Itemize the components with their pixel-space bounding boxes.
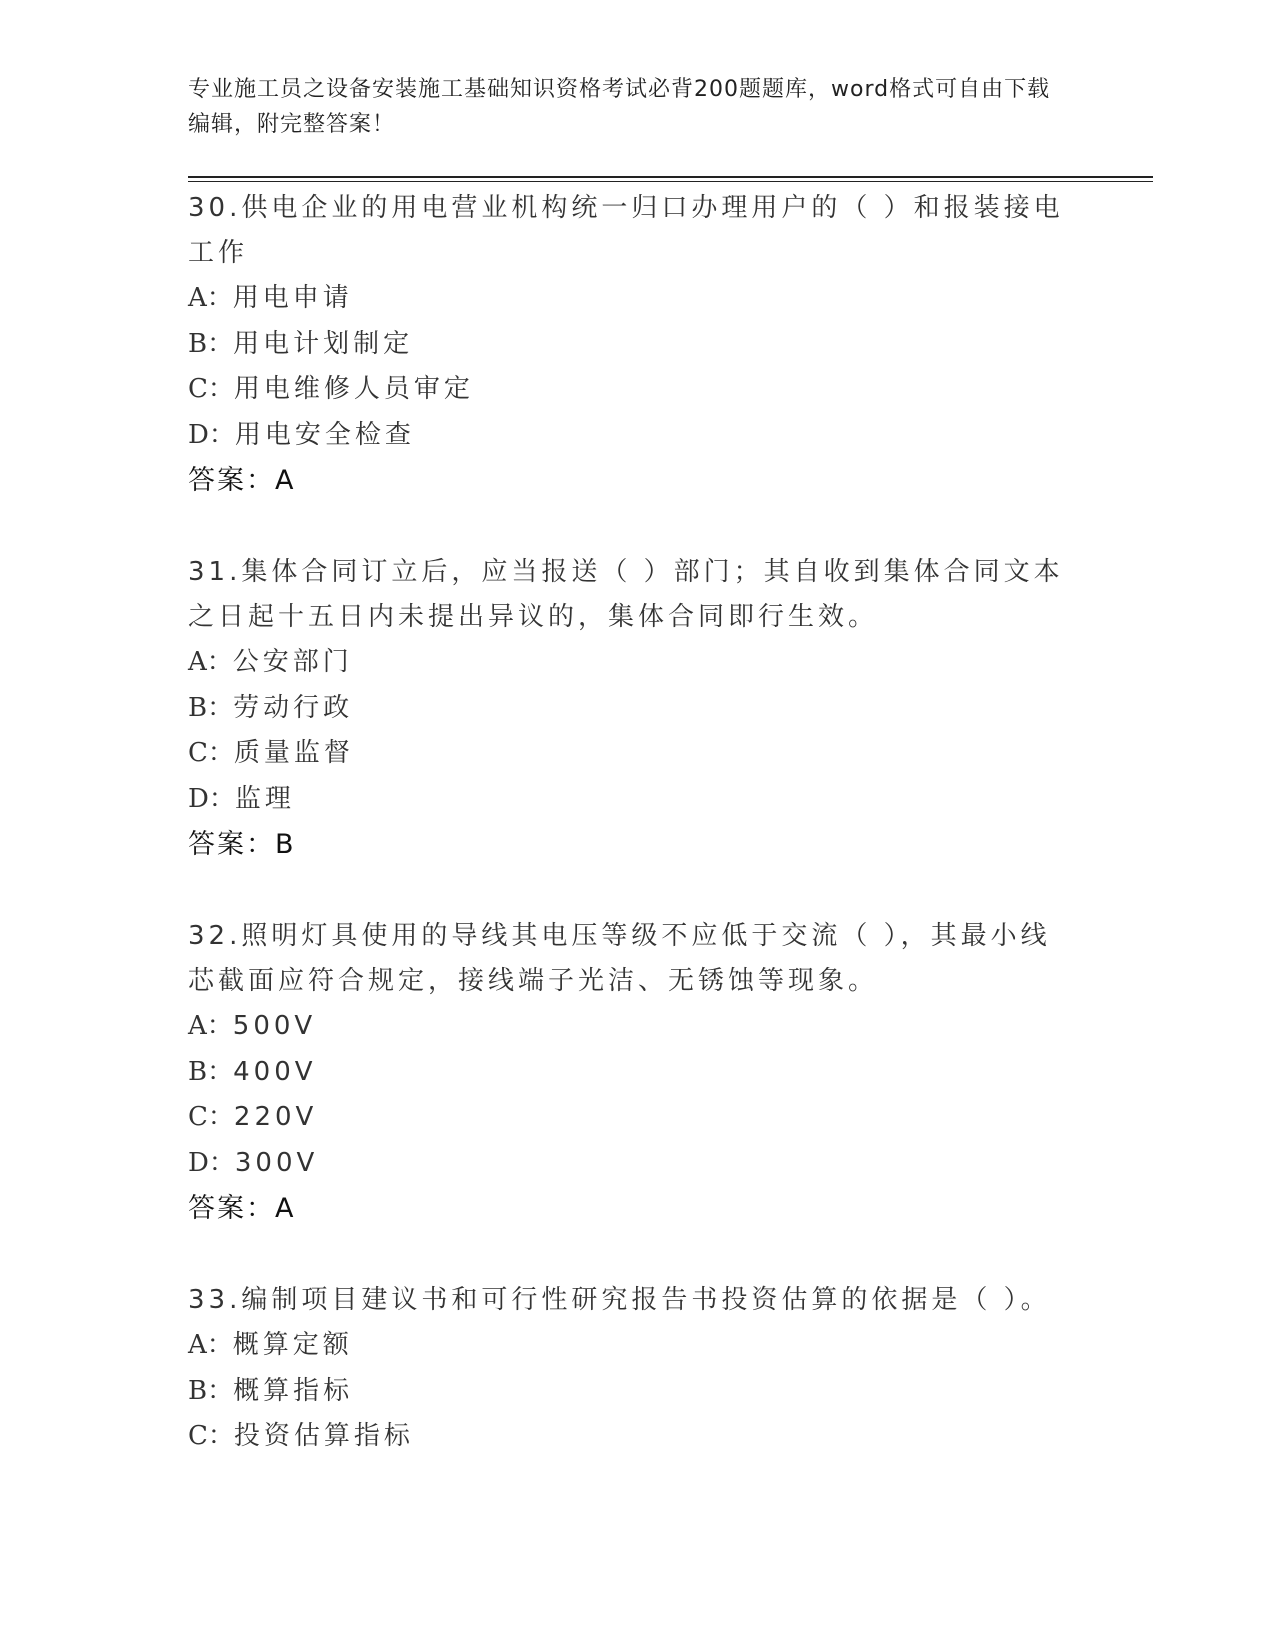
option-d xyxy=(188,413,1088,459)
option-text: 400V xyxy=(233,1056,317,1087)
option-letter: B： xyxy=(188,328,234,359)
option-a xyxy=(188,276,1088,322)
question-text: 33.编制项目建议书和可行性研究报告书投资估算的依据是（ ）。 xyxy=(188,1285,1051,1315)
option-d xyxy=(188,1141,1088,1187)
answer: 答案：A xyxy=(188,1193,296,1224)
option-text: 监理 xyxy=(234,783,295,814)
question-text: 30.供电企业的用电营业机构统一归口办理用户的（ ）和报装接电工作 xyxy=(188,193,1064,268)
question-31 xyxy=(188,550,1088,867)
option-c xyxy=(188,1414,1088,1460)
question-list xyxy=(188,186,1088,1507)
question-text: 32.照明灯具使用的导线其电压等级不应低于交流（ ），其最小线芯截面应符合规定，接线端子光洁、无锈蚀等现象。 xyxy=(188,921,1051,996)
option-c xyxy=(188,367,1088,413)
option-text: 质量监督 xyxy=(233,738,354,768)
option-text: 劳动行政 xyxy=(233,692,354,723)
option-text: 投资估算指标 xyxy=(233,1421,414,1451)
option-b xyxy=(188,322,1088,368)
option-text: 用电计划制定 xyxy=(233,328,414,359)
option-letter: C： xyxy=(188,1421,234,1451)
question-33 xyxy=(188,1278,1088,1460)
option-letter: D： xyxy=(188,419,235,450)
option-letter: A： xyxy=(188,283,233,313)
option-text: 用电安全检查 xyxy=(234,419,415,450)
option-b xyxy=(188,1369,1088,1415)
answer: 答案：B xyxy=(188,829,296,860)
option-letter: A： xyxy=(188,1330,233,1360)
option-letter: D： xyxy=(188,1147,235,1178)
option-text: 概算指标 xyxy=(233,1375,354,1406)
option-a xyxy=(188,1323,1088,1369)
option-a xyxy=(188,640,1088,686)
header-rule-thin xyxy=(188,181,1153,182)
option-a xyxy=(188,1004,1088,1050)
option-letter: C： xyxy=(188,738,234,768)
option-letter: B： xyxy=(188,692,234,723)
option-text: 500V xyxy=(232,1011,317,1041)
document-header: 专业施工员之设备安装施工基础知识资格考试必背200题题库，word格式可自由下载编辑，附完整答案！ xyxy=(188,77,1051,137)
option-letter: A： xyxy=(188,1011,233,1041)
option-letter: B： xyxy=(188,1056,234,1087)
option-letter: D： xyxy=(188,783,235,814)
question-30 xyxy=(188,186,1088,503)
question-32 xyxy=(188,914,1088,1231)
option-text: 公安部门 xyxy=(232,647,353,677)
option-text: 300V xyxy=(234,1147,319,1178)
option-c xyxy=(188,1095,1088,1141)
question-text: 31.集体合同订立后，应当报送（ ）部门；其自收到集体合同文本之日起十五日内未提出异议的，集体合同即行生效。 xyxy=(188,557,1064,632)
option-text: 用电申请 xyxy=(232,283,353,313)
option-text: 220V xyxy=(233,1102,318,1132)
option-letter: C： xyxy=(188,374,234,404)
option-b xyxy=(188,686,1088,732)
option-b xyxy=(188,1050,1088,1096)
answer: 答案：A xyxy=(188,465,296,496)
option-text: 概算定额 xyxy=(232,1330,353,1360)
option-letter: C： xyxy=(188,1102,234,1132)
option-text: 用电维修人员审定 xyxy=(233,374,474,404)
option-c xyxy=(188,731,1088,777)
option-d xyxy=(188,777,1088,823)
header-rule-thick xyxy=(188,176,1153,178)
option-letter: B： xyxy=(188,1375,234,1406)
option-letter: A： xyxy=(188,647,233,677)
